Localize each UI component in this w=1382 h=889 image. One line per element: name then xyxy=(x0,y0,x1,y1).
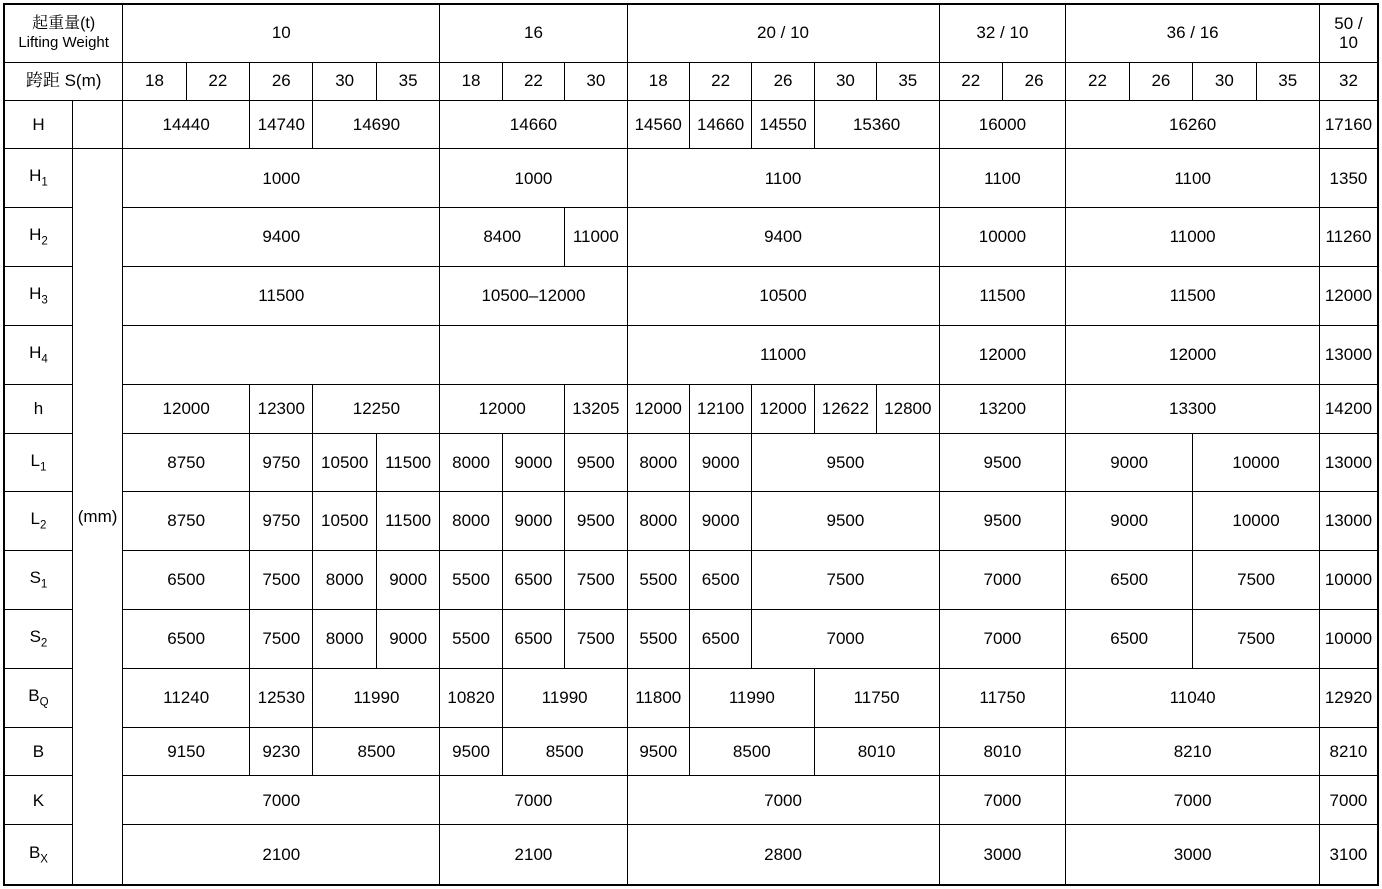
data-cell: 1100 xyxy=(939,149,1066,208)
lifting-weight-label-cn: 起重量(t) xyxy=(32,15,96,33)
table-row xyxy=(4,609,1378,668)
data-cell: 12100 xyxy=(689,384,751,433)
data-cell: 8000 xyxy=(627,433,689,492)
data-cell: 7500 xyxy=(565,609,627,668)
data-cell: 7000 xyxy=(123,776,440,825)
data-cell: 9500 xyxy=(752,492,939,551)
data-cell: 9750 xyxy=(250,492,313,551)
data-cell xyxy=(123,325,440,384)
data-cell: 6500 xyxy=(1066,609,1193,668)
data-cell: 14660 xyxy=(689,100,751,149)
table-row xyxy=(4,100,1378,149)
table-row xyxy=(4,776,1378,825)
capacity-group-header: 50 / 10 xyxy=(1319,4,1378,62)
row-label: $H_1$ xyxy=(4,149,72,208)
data-cell: 12000 xyxy=(1066,325,1320,384)
data-cell: 7500 xyxy=(752,551,939,610)
data-cell: 2800 xyxy=(627,825,939,885)
data-cell: 12530 xyxy=(250,668,313,727)
row-label: H xyxy=(4,100,72,149)
span-value-header: 18 xyxy=(440,62,502,100)
row-label: $S_2$ xyxy=(4,609,72,668)
data-cell: 9500 xyxy=(752,433,939,492)
data-cell: 12000 xyxy=(627,384,689,433)
header-row-capacity xyxy=(4,4,1378,62)
data-cell: 12000 xyxy=(123,384,250,433)
data-cell: 9400 xyxy=(627,208,939,267)
data-cell: 9000 xyxy=(376,551,439,610)
data-cell: 9000 xyxy=(689,433,751,492)
data-cell: 5500 xyxy=(440,551,502,610)
span-value-header: 26 xyxy=(752,62,814,100)
data-cell: 7000 xyxy=(939,609,1066,668)
data-cell: 13000 xyxy=(1319,492,1378,551)
data-cell: 8010 xyxy=(939,727,1066,776)
data-cell: 8000 xyxy=(313,609,376,668)
data-cell: 14660 xyxy=(440,100,627,149)
data-cell: 11500 xyxy=(1066,267,1320,326)
data-cell: 8750 xyxy=(123,433,250,492)
data-cell: 7500 xyxy=(1193,609,1320,668)
data-cell: 5500 xyxy=(627,609,689,668)
data-cell: 2100 xyxy=(440,825,627,885)
data-cell: 7000 xyxy=(1066,776,1320,825)
table-row xyxy=(4,149,1378,208)
data-cell: 8210 xyxy=(1066,727,1320,776)
data-cell: 11750 xyxy=(939,668,1066,727)
table-row xyxy=(4,551,1378,610)
data-cell: 1100 xyxy=(1066,149,1320,208)
data-cell: 12622 xyxy=(814,384,876,433)
data-cell: 6500 xyxy=(502,551,564,610)
row-label: $B_Q$ xyxy=(4,668,72,727)
table-row xyxy=(4,727,1378,776)
data-cell: 7500 xyxy=(1193,551,1320,610)
span-value-header: 30 xyxy=(565,62,627,100)
data-cell: 13200 xyxy=(939,384,1066,433)
data-cell: 6500 xyxy=(689,551,751,610)
data-cell: 11260 xyxy=(1319,208,1378,267)
table-body xyxy=(4,4,1378,885)
span-value-header: 35 xyxy=(1256,62,1319,100)
data-cell: 11500 xyxy=(123,267,440,326)
data-cell: 7500 xyxy=(565,551,627,610)
data-cell: 14550 xyxy=(752,100,814,149)
data-cell: 3000 xyxy=(939,825,1066,885)
data-cell: 12800 xyxy=(877,384,939,433)
row-label: $H_2$ xyxy=(4,208,72,267)
data-cell: 9000 xyxy=(1066,492,1193,551)
capacity-group-header: 16 xyxy=(440,4,627,62)
data-cell: 9500 xyxy=(565,492,627,551)
data-cell: 1100 xyxy=(627,149,939,208)
data-cell: 14560 xyxy=(627,100,689,149)
row-label: $L_1$ xyxy=(4,433,72,492)
data-cell: 11990 xyxy=(313,668,440,727)
row-label: h xyxy=(4,384,72,433)
table-row xyxy=(4,325,1378,384)
row-label: $B_X$ xyxy=(4,825,72,885)
span-value-header: 26 xyxy=(250,62,313,100)
data-cell: 8000 xyxy=(440,433,502,492)
data-cell: 6500 xyxy=(689,609,751,668)
span-value-header: 35 xyxy=(376,62,439,100)
data-cell: 10500 xyxy=(627,267,939,326)
span-value-header: 26 xyxy=(1002,62,1065,100)
capacity-group-header: 32 / 10 xyxy=(939,4,1066,62)
data-cell: 10820 xyxy=(440,668,502,727)
span-value-header: 22 xyxy=(689,62,751,100)
data-cell: 11000 xyxy=(627,325,939,384)
table-row xyxy=(4,433,1378,492)
row-label: $H_3$ xyxy=(4,267,72,326)
data-cell: 7000 xyxy=(939,551,1066,610)
data-cell: 9500 xyxy=(565,433,627,492)
data-cell: 12300 xyxy=(250,384,313,433)
data-cell: 6500 xyxy=(123,551,250,610)
data-cell: 14440 xyxy=(123,100,250,149)
data-cell: 1000 xyxy=(440,149,627,208)
row-label: K xyxy=(4,776,72,825)
table-row xyxy=(4,384,1378,433)
data-cell: 11000 xyxy=(1066,208,1320,267)
data-cell: 16000 xyxy=(939,100,1066,149)
data-cell: 13000 xyxy=(1319,433,1378,492)
span-value-header: 26 xyxy=(1129,62,1192,100)
data-cell: 1000 xyxy=(123,149,440,208)
lifting-weight-label-en: Lifting Weight xyxy=(18,33,109,51)
data-cell: 12000 xyxy=(752,384,814,433)
data-cell: 8210 xyxy=(1319,727,1378,776)
capacity-group-header: 20 / 10 xyxy=(627,4,939,62)
data-cell: 11800 xyxy=(627,668,689,727)
data-cell: 9000 xyxy=(502,492,564,551)
data-cell: 14200 xyxy=(1319,384,1378,433)
data-cell: 14690 xyxy=(313,100,440,149)
data-cell: 12250 xyxy=(313,384,440,433)
data-cell: 6500 xyxy=(123,609,250,668)
capacity-group-header: 36 / 16 xyxy=(1066,4,1320,62)
lifting-weight-header xyxy=(4,4,123,62)
header-row-span xyxy=(4,62,1378,100)
data-cell: 16260 xyxy=(1066,100,1320,149)
data-cell: 11750 xyxy=(814,668,939,727)
data-cell: 7500 xyxy=(250,551,313,610)
data-cell: 8500 xyxy=(502,727,627,776)
data-cell: 10500 xyxy=(313,433,376,492)
data-cell: 7500 xyxy=(250,609,313,668)
data-cell: 11500 xyxy=(376,492,439,551)
data-cell: 8010 xyxy=(814,727,939,776)
data-cell: 3000 xyxy=(1066,825,1320,885)
data-cell: 9000 xyxy=(1066,433,1193,492)
data-cell: 9750 xyxy=(250,433,313,492)
row-label: $S_1$ xyxy=(4,551,72,610)
data-cell: 11990 xyxy=(689,668,814,727)
row-label: B xyxy=(4,727,72,776)
data-cell: 10500–12000 xyxy=(440,267,627,326)
data-cell: 15360 xyxy=(814,100,939,149)
data-cell: 8500 xyxy=(313,727,440,776)
data-cell: 11990 xyxy=(502,668,627,727)
data-cell: 12920 xyxy=(1319,668,1378,727)
row-label: $L_2$ xyxy=(4,492,72,551)
span-value-header: 22 xyxy=(1066,62,1129,100)
span-value-header: 22 xyxy=(939,62,1002,100)
data-cell: 10000 xyxy=(1193,492,1320,551)
data-cell: 8400 xyxy=(440,208,565,267)
span-value-header: 35 xyxy=(877,62,939,100)
data-cell: 7000 xyxy=(752,609,939,668)
data-cell: 7000 xyxy=(440,776,627,825)
data-cell: 11500 xyxy=(939,267,1066,326)
span-value-header: 22 xyxy=(502,62,564,100)
table-row xyxy=(4,825,1378,885)
data-cell: 9500 xyxy=(939,492,1066,551)
span-value-header: 18 xyxy=(627,62,689,100)
data-cell: 10000 xyxy=(939,208,1066,267)
data-cell: 9500 xyxy=(939,433,1066,492)
span-header-label: 跨距 S(m) xyxy=(4,62,123,100)
span-value-header: 22 xyxy=(186,62,249,100)
data-cell: 14740 xyxy=(250,100,313,149)
data-cell: 13205 xyxy=(565,384,627,433)
data-cell: 5500 xyxy=(627,551,689,610)
data-cell: 10000 xyxy=(1319,609,1378,668)
data-cell: 9150 xyxy=(123,727,250,776)
data-cell: 12000 xyxy=(1319,267,1378,326)
span-value-header: 32 xyxy=(1319,62,1378,100)
data-cell: 2100 xyxy=(123,825,440,885)
data-cell: 12000 xyxy=(939,325,1066,384)
data-cell: 5500 xyxy=(440,609,502,668)
data-cell: 1350 xyxy=(1319,149,1378,208)
data-cell: 8750 xyxy=(123,492,250,551)
data-cell: 11000 xyxy=(565,208,627,267)
data-cell: 8000 xyxy=(627,492,689,551)
unit-spacer-cell xyxy=(72,100,122,149)
data-cell: 7000 xyxy=(627,776,939,825)
span-value-header: 30 xyxy=(313,62,376,100)
data-cell: 10000 xyxy=(1193,433,1320,492)
data-cell: 11040 xyxy=(1066,668,1320,727)
data-cell: 12000 xyxy=(440,384,565,433)
data-cell: 7000 xyxy=(1319,776,1378,825)
span-value-header: 30 xyxy=(1193,62,1256,100)
data-cell: 8500 xyxy=(689,727,814,776)
data-cell: 13000 xyxy=(1319,325,1378,384)
table-row xyxy=(4,492,1378,551)
data-cell: 9000 xyxy=(376,609,439,668)
table-row xyxy=(4,208,1378,267)
data-cell: 10500 xyxy=(313,492,376,551)
data-cell: 11240 xyxy=(123,668,250,727)
data-cell: 9000 xyxy=(689,492,751,551)
data-cell: 3100 xyxy=(1319,825,1378,885)
data-cell: 9230 xyxy=(250,727,313,776)
data-cell: 6500 xyxy=(502,609,564,668)
data-cell: 8000 xyxy=(440,492,502,551)
table-row xyxy=(4,668,1378,727)
data-cell: 13300 xyxy=(1066,384,1320,433)
span-value-header: 18 xyxy=(123,62,186,100)
data-cell: 9000 xyxy=(502,433,564,492)
data-cell: 9500 xyxy=(440,727,502,776)
capacity-group-header: 10 xyxy=(123,4,440,62)
span-value-header: 30 xyxy=(814,62,876,100)
crane-specification-table xyxy=(3,3,1379,886)
data-cell: 6500 xyxy=(1066,551,1193,610)
data-cell: 9400 xyxy=(123,208,440,267)
data-cell: 10000 xyxy=(1319,551,1378,610)
data-cell: 11500 xyxy=(376,433,439,492)
data-cell xyxy=(440,325,627,384)
table-row xyxy=(4,267,1378,326)
row-label: $H_4$ xyxy=(4,325,72,384)
data-cell: 8000 xyxy=(313,551,376,610)
unit-cell: (mm) xyxy=(72,149,122,885)
data-cell: 17160 xyxy=(1319,100,1378,149)
data-cell: 9500 xyxy=(627,727,689,776)
data-cell: 7000 xyxy=(939,776,1066,825)
